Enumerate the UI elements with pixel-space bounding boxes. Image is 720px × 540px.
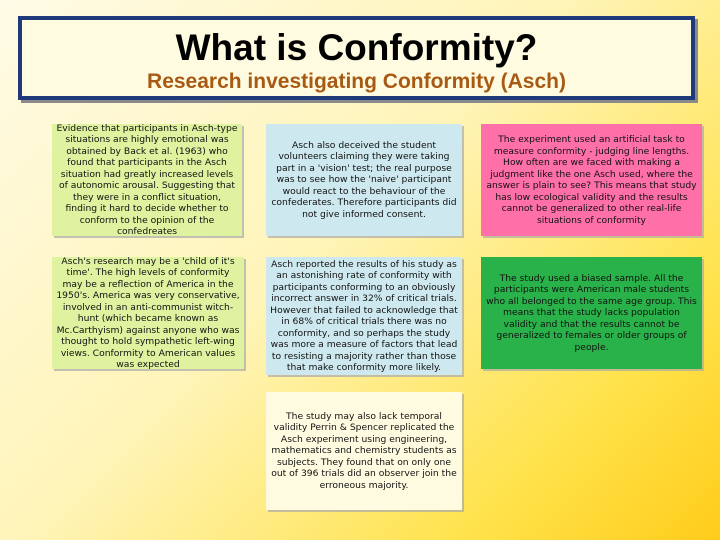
card-ecological-validity bbox=[481, 124, 702, 236]
card-child-of-its-time bbox=[52, 257, 244, 369]
card-text: The experiment used an artificial task to measure conformity - judging line lengths. How often are we faced with making a judgment like the one Asch used, where the answer is plain to see? This means that study has low ecological validity and the results cannot be generalized to other real-life situations of conformity bbox=[486, 134, 697, 226]
card-text: Asch reported the results of his study as an astonishing rate of conformity with participants conforming to an obviously incorrect answer in 32% of critical trials. However that failed to acknowledge that in 68% of critical trials there was no conformity, and so perhaps the study was more a measure of factors that lead to resisting a majority rather than those that make conformity more likely. bbox=[270, 258, 458, 373]
card-reporting-results bbox=[266, 257, 462, 375]
card-text: Asch also deceived the student volunteers claiming they were taking part in a 'vision' test; the real purpose was to see how the 'naive' participant would react to the behaviour of the confederates. Therefore participants did not give informed consent. bbox=[271, 139, 457, 220]
page-subtitle: Research investigating Conformity (Asch) bbox=[147, 70, 566, 93]
card-emotional-arousal bbox=[52, 124, 242, 236]
title-box bbox=[18, 16, 695, 100]
card-temporal-validity bbox=[266, 392, 462, 510]
card-biased-sample bbox=[481, 257, 702, 369]
card-deception bbox=[266, 124, 462, 236]
card-text: Evidence that participants in Asch-type situations are highly emotional was obtained by Back et al. (1963) who found that participants in the Asch situation had greatly increased levels of autonomic arousal. Suggesting that they were in a conflict situation, finding it hard to decide whether to conform to the opinion of the confedreates bbox=[56, 122, 238, 237]
card-text: The study used a biased sample. All the participants were American male students who all belonged to the same age group. This means that the study lacks population validity and that the results cannot be generalized to females or older groups of people. bbox=[486, 272, 697, 353]
card-text: Asch's research may be a 'child of it's time'. The high levels of conformity may be a reflection of America in the 1950's. America was very conservative, involved in an anti-communist witch-hunt (which became known as Mc.Carthyism) against anyone who was thought to hold sympathetic left-wing views. Conformity to American values was expected bbox=[56, 255, 240, 370]
card-text: The study may also lack temporal validity Perrin & Spencer replicated the Asch experiment using engineering, mathematics and chemistry students as subjects. They found that on only one out of 396 trials did an observer join the erroneous majority. bbox=[271, 410, 457, 491]
page-title: What is Conformity? bbox=[175, 27, 538, 68]
